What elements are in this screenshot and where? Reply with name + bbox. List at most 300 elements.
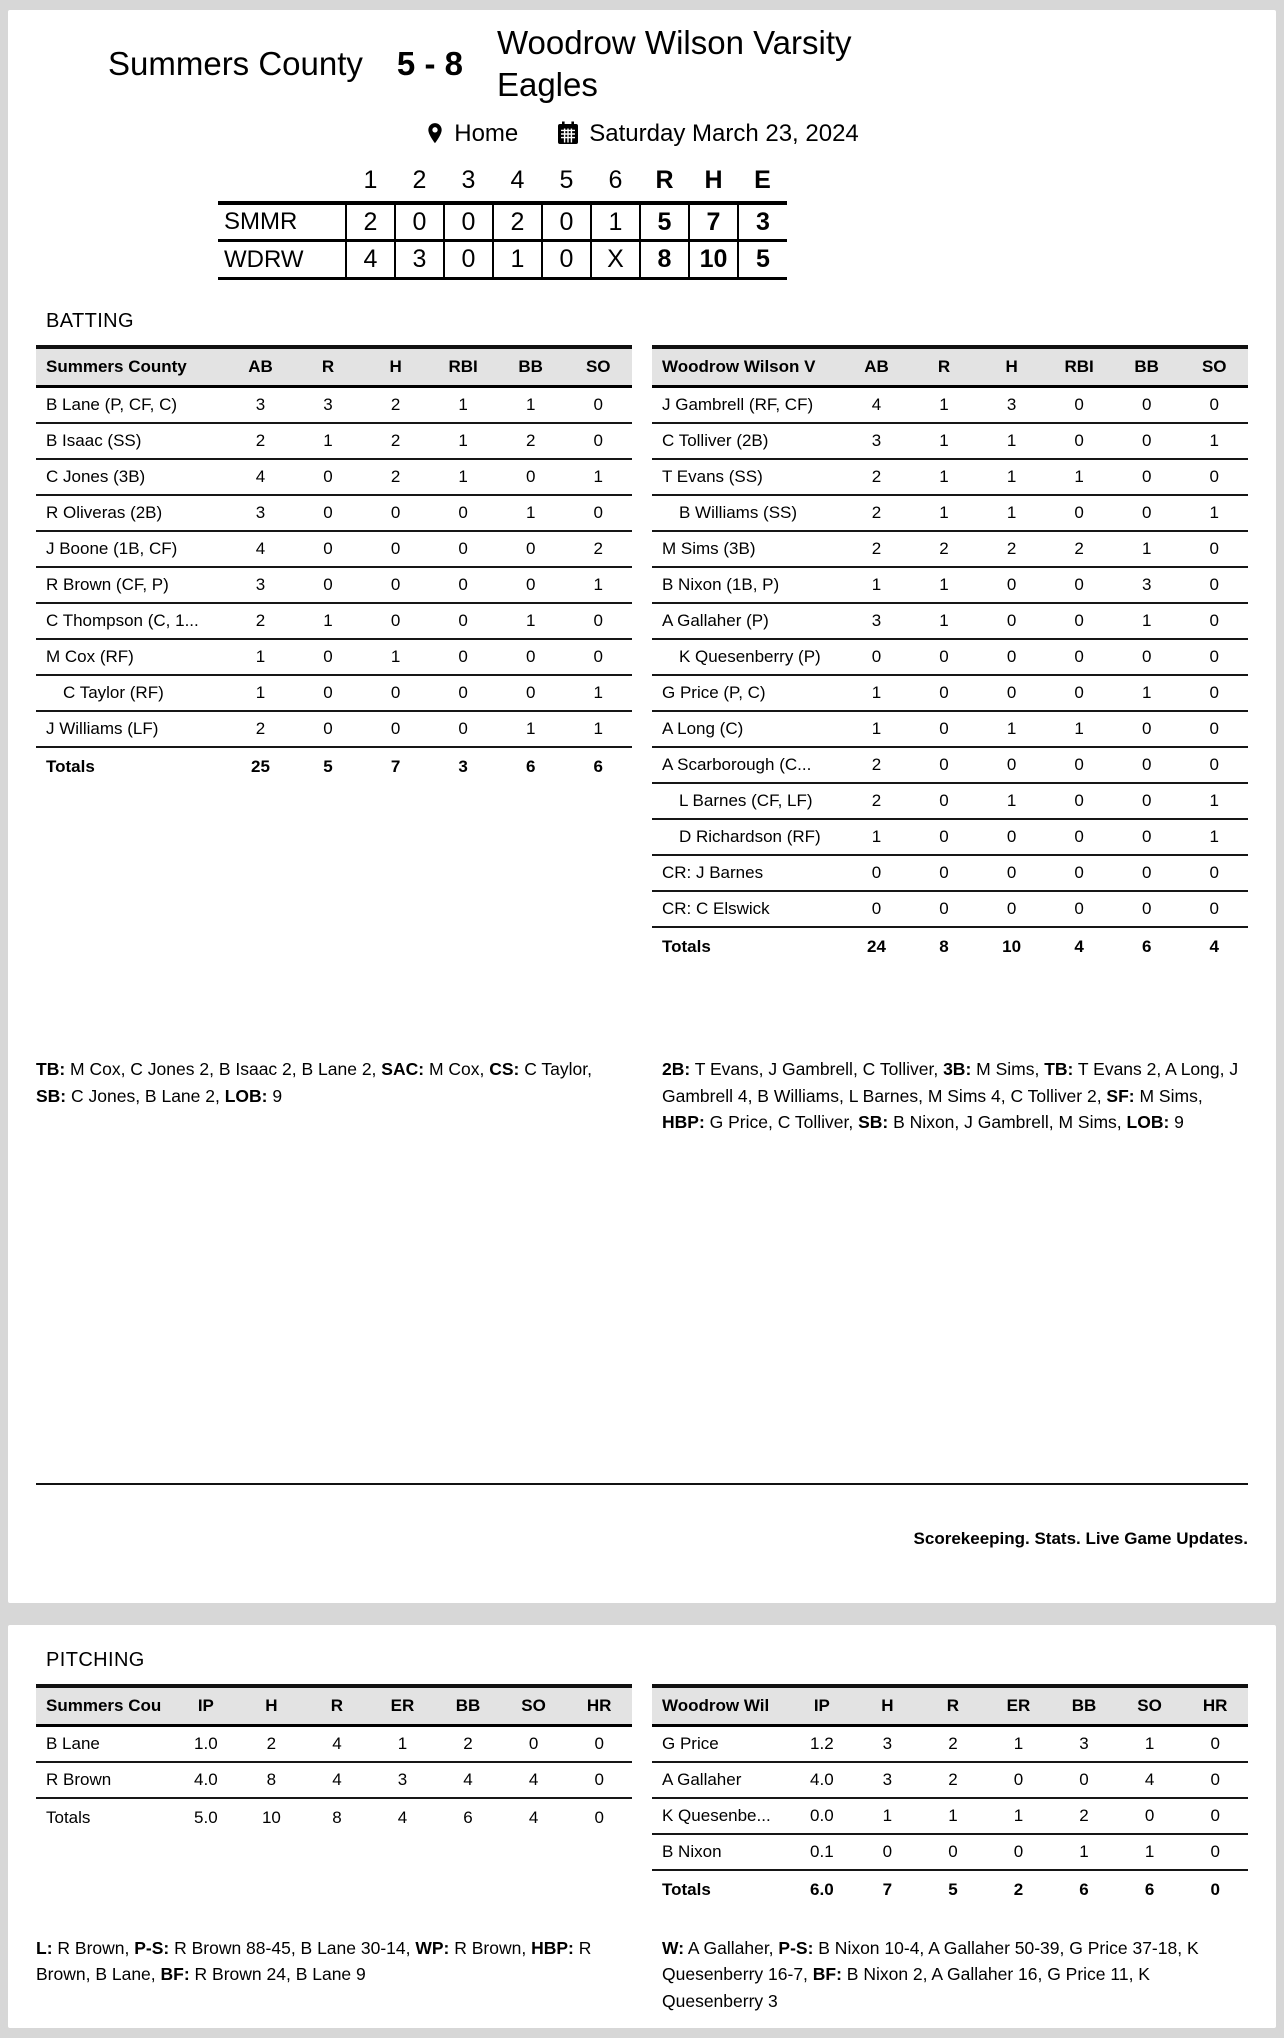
table-row	[652, 819, 1248, 855]
stat-cell: 1	[843, 675, 911, 711]
stat-cell: 5.0	[194, 1808, 218, 1827]
stat-cell: 1	[1117, 1834, 1183, 1870]
stat-cell: 0	[429, 567, 497, 603]
stat-cell: 1	[429, 387, 497, 424]
inning-score: 2	[346, 203, 395, 241]
inning-score: 0	[444, 203, 493, 241]
inning-header: 2	[412, 165, 427, 194]
stat-cell: 0	[294, 567, 362, 603]
stat-cell: 2	[362, 459, 430, 495]
player-name: B Isaac (SS)	[36, 423, 227, 459]
pitching-section-title: PITCHING	[46, 1649, 145, 1671]
stat-cell: 0	[564, 603, 632, 639]
away-team-name: Summers County	[108, 44, 363, 82]
stat-cell: 0	[1180, 675, 1248, 711]
errors-total: 3	[738, 203, 787, 241]
stat-cell: 2	[843, 459, 911, 495]
stat-cell: 0	[1045, 603, 1113, 639]
line-score-row-home	[218, 241, 787, 279]
runs-total: 8	[640, 241, 689, 279]
column-header-bb: BB	[1113, 347, 1181, 387]
stat-cell: 0	[1113, 459, 1181, 495]
game-date: Saturday March 23, 2024	[589, 119, 859, 147]
stat-cell: 1	[429, 423, 497, 459]
table-row	[36, 639, 632, 675]
stat-cell: 1	[294, 603, 362, 639]
stat-cell: 4	[501, 1762, 567, 1798]
totals-row	[36, 747, 632, 786]
team-column-header: Woodrow Wilson V	[652, 347, 843, 387]
stat-cell: 7	[882, 1880, 893, 1899]
stat-cell: 0	[497, 531, 565, 567]
stat-cell: 0	[1182, 1834, 1248, 1870]
table-row	[36, 1762, 632, 1798]
stat-cell: 4	[304, 1762, 370, 1798]
pitching-notes-away: L: R Brown, P-S: R Brown 88-45, B Lane 30-14, WP: R Brown, HBP: R Brown, B Lane, BF: R Brown 24, B Lane 9	[36, 1938, 592, 1985]
stat-cell: 0	[1113, 639, 1181, 675]
stat-cell: 1.0	[173, 1726, 239, 1763]
stat-cell: 3	[843, 603, 911, 639]
note-label: 2B:	[662, 1059, 691, 1080]
inning-score: X	[591, 241, 640, 279]
errors-header: E	[754, 165, 771, 194]
stat-cell: 1	[294, 423, 362, 459]
stat-cell: 0.1	[789, 1834, 855, 1870]
stat-cell: 1	[1180, 423, 1248, 459]
stat-cell: 2	[920, 1762, 986, 1798]
stat-cell: 0	[1045, 747, 1113, 783]
table-row	[652, 459, 1248, 495]
stat-cell: 0	[362, 531, 430, 567]
player-name: C Taylor (RF)	[36, 675, 227, 711]
stat-cell: 0	[429, 675, 497, 711]
player-name: J Gambrell (RF, CF)	[652, 387, 843, 424]
column-header-bb: BB	[497, 347, 565, 387]
stat-cell: 1	[910, 459, 978, 495]
player-name: C Tolliver (2B)	[652, 423, 843, 459]
line-score-row-away	[218, 203, 787, 241]
stat-cell: 0	[1180, 459, 1248, 495]
column-header-bb: BB	[1051, 1686, 1117, 1726]
table-row	[36, 459, 632, 495]
stat-cell: 0	[1180, 387, 1248, 424]
note-label: SB:	[858, 1111, 889, 1132]
stat-cell: 0	[564, 387, 632, 424]
note-label: HBP:	[531, 1938, 574, 1958]
pitching-table-away	[36, 1684, 632, 1909]
column-header-so: SO	[1180, 347, 1248, 387]
stat-cell: 2	[239, 1726, 305, 1763]
note-label: HBP:	[662, 1111, 705, 1132]
column-header-so: SO	[1117, 1686, 1183, 1726]
player-name: R Brown	[36, 1762, 173, 1798]
team-column-header: Summers County	[36, 347, 227, 387]
table-row	[652, 711, 1248, 747]
table-row	[36, 603, 632, 639]
column-header-ip: IP	[173, 1686, 239, 1726]
stat-cell: 7	[390, 757, 401, 777]
inning-score: 1	[493, 241, 542, 279]
table-row	[36, 423, 632, 459]
stat-cell: 1	[920, 1798, 986, 1834]
hits-header: H	[704, 165, 723, 194]
stat-cell: 25	[251, 757, 270, 777]
team-column-header: Woodrow Wil	[652, 1686, 789, 1726]
table-row	[652, 855, 1248, 891]
stat-cell: 0	[843, 891, 911, 927]
stat-cell: 0	[910, 783, 978, 819]
stat-cell: 0	[594, 1808, 604, 1827]
stat-cell: 0	[1180, 747, 1248, 783]
inning-score: 3	[395, 241, 444, 279]
stat-cell: 0	[1045, 639, 1113, 675]
stat-cell: 2	[564, 531, 632, 567]
column-header-rbi: RBI	[1045, 347, 1113, 387]
note-label: CS:	[489, 1059, 520, 1080]
date-meta	[556, 120, 859, 148]
runs-header: R	[655, 165, 674, 194]
pitching-card	[8, 1625, 1276, 2028]
table-row	[36, 711, 632, 747]
player-name: CR: J Barnes	[652, 855, 843, 891]
stat-cell: 0	[978, 675, 1046, 711]
totals-row	[36, 1798, 632, 1837]
stat-cell: 1	[910, 495, 978, 531]
note-label: SAC:	[381, 1059, 425, 1080]
stat-cell: 1	[986, 1726, 1052, 1763]
stat-cell: 0	[497, 567, 565, 603]
column-header-rbi: RBI	[429, 347, 497, 387]
stat-cell: 0	[362, 711, 430, 747]
line-score-header-row	[218, 164, 787, 203]
batting-section-title: BATTING	[46, 310, 134, 333]
player-name: A Long (C)	[652, 711, 843, 747]
stat-cell: 0	[1045, 567, 1113, 603]
totals-label: Totals	[662, 937, 711, 957]
inning-score: 0	[395, 203, 444, 241]
note-label: W:	[662, 1938, 685, 1958]
table-row	[652, 1834, 1248, 1870]
team-column-header: Summers Cou	[36, 1686, 173, 1726]
stat-cell: 0	[429, 531, 497, 567]
totals-label: Totals	[46, 757, 95, 777]
pitching-notes	[36, 1935, 1248, 2014]
stat-cell: 4	[227, 459, 295, 495]
note-label: BF:	[812, 1964, 842, 1985]
inning-header: 4	[510, 165, 525, 194]
stat-cell: 0	[1045, 423, 1113, 459]
table-row	[652, 639, 1248, 675]
stat-cell: 0	[1182, 1726, 1248, 1763]
inning-score: 0	[542, 241, 591, 279]
table-row	[652, 1762, 1248, 1798]
stat-cell: 1	[1113, 531, 1181, 567]
stat-cell: 0	[362, 603, 430, 639]
stat-cell: 3	[227, 495, 295, 531]
player-name: CR: C Elswick	[652, 891, 843, 927]
stat-cell: 10	[1002, 937, 1022, 957]
totals-row	[652, 927, 1248, 966]
stat-cell: 1	[497, 603, 565, 639]
stat-cell: 4	[227, 531, 295, 567]
stat-cell: 1	[429, 459, 497, 495]
player-name: B Williams (SS)	[652, 495, 843, 531]
note-label: TB:	[1044, 1059, 1074, 1080]
team-abbreviation: SMMR	[224, 208, 298, 236]
inning-header: 3	[461, 165, 476, 194]
stat-cell: 0	[362, 567, 430, 603]
game-meta	[36, 120, 1248, 148]
stat-cell: 8	[332, 1808, 342, 1827]
stat-cell: 5	[948, 1880, 958, 1899]
stat-cell: 0	[429, 603, 497, 639]
stat-cell: 0	[497, 639, 565, 675]
player-name: G Price (P, C)	[652, 675, 843, 711]
stat-cell: 0	[362, 495, 430, 531]
player-name: A Scarborough (C...	[652, 747, 843, 783]
stat-cell: 2	[362, 387, 430, 424]
stat-cell: 0	[497, 459, 565, 495]
stat-cell: 3	[227, 567, 295, 603]
batting-table-away	[36, 345, 632, 966]
stat-cell: 4.0	[173, 1762, 239, 1798]
scorecard-page	[0, 10, 1284, 2028]
location-meta	[425, 120, 518, 148]
stat-cell: 0	[564, 639, 632, 675]
column-header-ab: AB	[843, 347, 911, 387]
player-name: T Evans (SS)	[652, 459, 843, 495]
stat-cell: 0	[1045, 387, 1113, 424]
stat-cell: 0	[1045, 675, 1113, 711]
stat-cell: 1	[370, 1726, 436, 1763]
stat-cell: 0	[1045, 819, 1113, 855]
stat-cell: 0	[564, 423, 632, 459]
inning-header: 5	[559, 165, 574, 194]
player-name: J Boone (1B, CF)	[36, 531, 227, 567]
stat-cell: 1	[1180, 783, 1248, 819]
stat-cell: 0	[501, 1726, 567, 1763]
player-name: L Barnes (CF, LF)	[652, 783, 843, 819]
column-header-ab: AB	[227, 347, 295, 387]
stat-cell: 0	[1210, 1880, 1220, 1899]
table-row	[652, 567, 1248, 603]
stat-cell: 6.0	[810, 1880, 834, 1899]
stat-cell: 0	[978, 819, 1046, 855]
stat-cell: 1	[1045, 459, 1113, 495]
stat-cell: 0	[1113, 819, 1181, 855]
stat-cell: 0	[1113, 495, 1181, 531]
stat-cell: 4	[304, 1726, 370, 1763]
stat-cell: 0	[294, 639, 362, 675]
stat-cell: 2	[435, 1726, 501, 1763]
player-name: A Gallaher (P)	[652, 603, 843, 639]
stat-cell: 0	[1180, 891, 1248, 927]
stat-cell: 0	[1051, 1762, 1117, 1798]
stat-cell: 0	[910, 675, 978, 711]
hits-total: 10	[689, 241, 738, 279]
note-label: L:	[36, 1938, 53, 1958]
note-label: LOB:	[224, 1085, 268, 1106]
stat-cell: 1	[1045, 711, 1113, 747]
stat-cell: 0	[910, 711, 978, 747]
stat-cell: 2	[978, 531, 1046, 567]
stat-cell: 0	[910, 639, 978, 675]
player-name: C Thompson (C, 1...	[36, 603, 227, 639]
table-row	[36, 567, 632, 603]
column-header-h: H	[855, 1686, 921, 1726]
pitching-tables	[36, 1684, 1248, 1909]
note-label: TB:	[36, 1059, 66, 1080]
stat-cell: 3	[1051, 1726, 1117, 1763]
stat-cell: 0	[1180, 639, 1248, 675]
stat-cell: 6	[593, 757, 603, 777]
stat-cell: 0	[1113, 855, 1181, 891]
section-divider	[36, 1483, 1248, 1485]
stat-cell: 1	[227, 675, 295, 711]
stat-cell: 2	[497, 423, 565, 459]
column-header-er: ER	[370, 1686, 436, 1726]
stat-cell: 2	[843, 747, 911, 783]
stat-cell: 2	[920, 1726, 986, 1763]
stat-cell: 4	[397, 1808, 408, 1827]
stat-cell: 0	[1113, 747, 1181, 783]
stat-cell: 1	[978, 711, 1046, 747]
player-name: J Williams (LF)	[36, 711, 227, 747]
batting-table-home	[652, 345, 1248, 966]
stat-cell: 0	[910, 891, 978, 927]
stat-cell: 4	[528, 1808, 539, 1827]
team-abbreviation: WDRW	[224, 245, 304, 273]
stat-cell: 1	[855, 1798, 921, 1834]
stat-cell: 0	[1045, 855, 1113, 891]
stat-cell: 4	[1117, 1762, 1183, 1798]
stat-cell: 0	[1180, 531, 1248, 567]
batting-notes-away: TB: M Cox, C Jones 2, B Isaac 2, B Lane 2, SAC: M Cox, CS: C Taylor, SB: C Jones, B Lane 2, LOB: 9	[36, 1059, 592, 1106]
stat-cell: 1	[1051, 1834, 1117, 1870]
player-name: B Lane	[36, 1726, 173, 1763]
stat-cell: 3	[227, 387, 295, 424]
inning-score: 0	[444, 241, 493, 279]
table-row	[36, 387, 632, 424]
column-header-h: H	[362, 347, 430, 387]
stat-cell: 1	[1180, 819, 1248, 855]
stat-cell: 0	[1180, 603, 1248, 639]
stat-cell: 0	[566, 1762, 632, 1798]
player-name: B Lane (P, CF, C)	[36, 387, 227, 424]
stat-cell: 6	[463, 1808, 473, 1827]
note-label: SF:	[1106, 1085, 1135, 1106]
stat-cell: 1	[497, 711, 565, 747]
stat-cell: 0	[910, 855, 978, 891]
player-name: D Richardson (RF)	[652, 819, 843, 855]
stat-cell: 1	[843, 567, 911, 603]
stat-cell: 0	[843, 855, 911, 891]
column-header-hr: HR	[566, 1686, 632, 1726]
stat-cell: 6	[1144, 1880, 1155, 1899]
inning-score: 2	[493, 203, 542, 241]
player-name: B Nixon	[652, 1834, 789, 1870]
stat-cell: 0	[978, 567, 1046, 603]
table-row	[652, 531, 1248, 567]
column-header-r: R	[304, 1686, 370, 1726]
stat-cell: 8	[239, 1762, 305, 1798]
inning-score: 4	[346, 241, 395, 279]
stat-cell: 0	[429, 639, 497, 675]
column-header-so: SO	[501, 1686, 567, 1726]
calendar-icon	[556, 121, 580, 146]
column-header-ip: IP	[789, 1686, 855, 1726]
stat-cell: 1	[1113, 675, 1181, 711]
stat-cell: 0	[294, 531, 362, 567]
stat-cell: 3	[855, 1762, 921, 1798]
column-header-so: SO	[564, 347, 632, 387]
line-score-table	[218, 164, 787, 281]
stat-cell: 3	[978, 387, 1046, 424]
batting-notes	[36, 1056, 1248, 1135]
stat-cell: 1	[1117, 1726, 1183, 1763]
stat-cell: 0	[497, 675, 565, 711]
stat-cell: 8	[939, 937, 949, 957]
stat-cell: 1	[978, 783, 1046, 819]
player-name: R Oliveras (2B)	[36, 495, 227, 531]
stat-cell: 3	[855, 1726, 921, 1763]
column-header-r: R	[294, 347, 362, 387]
pitching-header-row	[36, 1686, 632, 1726]
stat-cell: 1	[564, 711, 632, 747]
stat-cell: 4	[435, 1762, 501, 1798]
stat-cell: 0	[1182, 1762, 1248, 1798]
home-team-name: Woodrow Wilson Varsity Eagles	[496, 24, 852, 103]
pitching-header-row	[652, 1686, 1248, 1726]
stat-cell: 0	[978, 639, 1046, 675]
stat-cell: 6	[525, 757, 536, 777]
stat-cell: 2	[843, 783, 911, 819]
game-header	[36, 22, 1248, 106]
stat-cell: 1	[1180, 495, 1248, 531]
stat-cell: 0	[978, 747, 1046, 783]
stat-cell: 2	[1051, 1798, 1117, 1834]
table-row	[652, 1726, 1248, 1763]
table-row	[36, 495, 632, 531]
stat-cell: 1	[564, 567, 632, 603]
stat-cell: 1	[362, 639, 430, 675]
table-row	[36, 1726, 632, 1763]
note-label: SB:	[36, 1085, 67, 1106]
note-label: WP:	[415, 1938, 450, 1958]
stat-cell: 0	[843, 639, 911, 675]
batting-notes-home: 2B: T Evans, J Gambrell, C Tolliver, 3B: M Sims, TB: T Evans 2, A Long, J Gambrell 4, B Williams, L Barnes, M Sims 4, C Tolliver 2, SF: M Sims, HBP: G Price, C Tolliver, SB: B Nixon, J Gambrell, M Sims, LOB: 9	[662, 1059, 1239, 1132]
stat-cell: 0	[1180, 855, 1248, 891]
stat-cell: 1	[910, 567, 978, 603]
table-row	[36, 675, 632, 711]
table-row	[652, 495, 1248, 531]
stat-cell: 1	[564, 459, 632, 495]
stat-cell: 0	[986, 1834, 1052, 1870]
stat-cell: 0	[564, 495, 632, 531]
stat-cell: 1	[227, 639, 295, 675]
inning-header: 6	[608, 165, 623, 194]
stat-cell: 0	[1113, 387, 1181, 424]
stat-cell: 0	[910, 747, 978, 783]
inning-score: 0	[542, 203, 591, 241]
totals-row	[652, 1870, 1248, 1909]
stat-cell: 0	[294, 711, 362, 747]
stat-cell: 0	[1113, 711, 1181, 747]
player-name: G Price	[652, 1726, 789, 1763]
player-name: K Quesenberry (P)	[652, 639, 843, 675]
stat-cell: 2	[227, 603, 295, 639]
note-label: LOB:	[1126, 1111, 1170, 1132]
